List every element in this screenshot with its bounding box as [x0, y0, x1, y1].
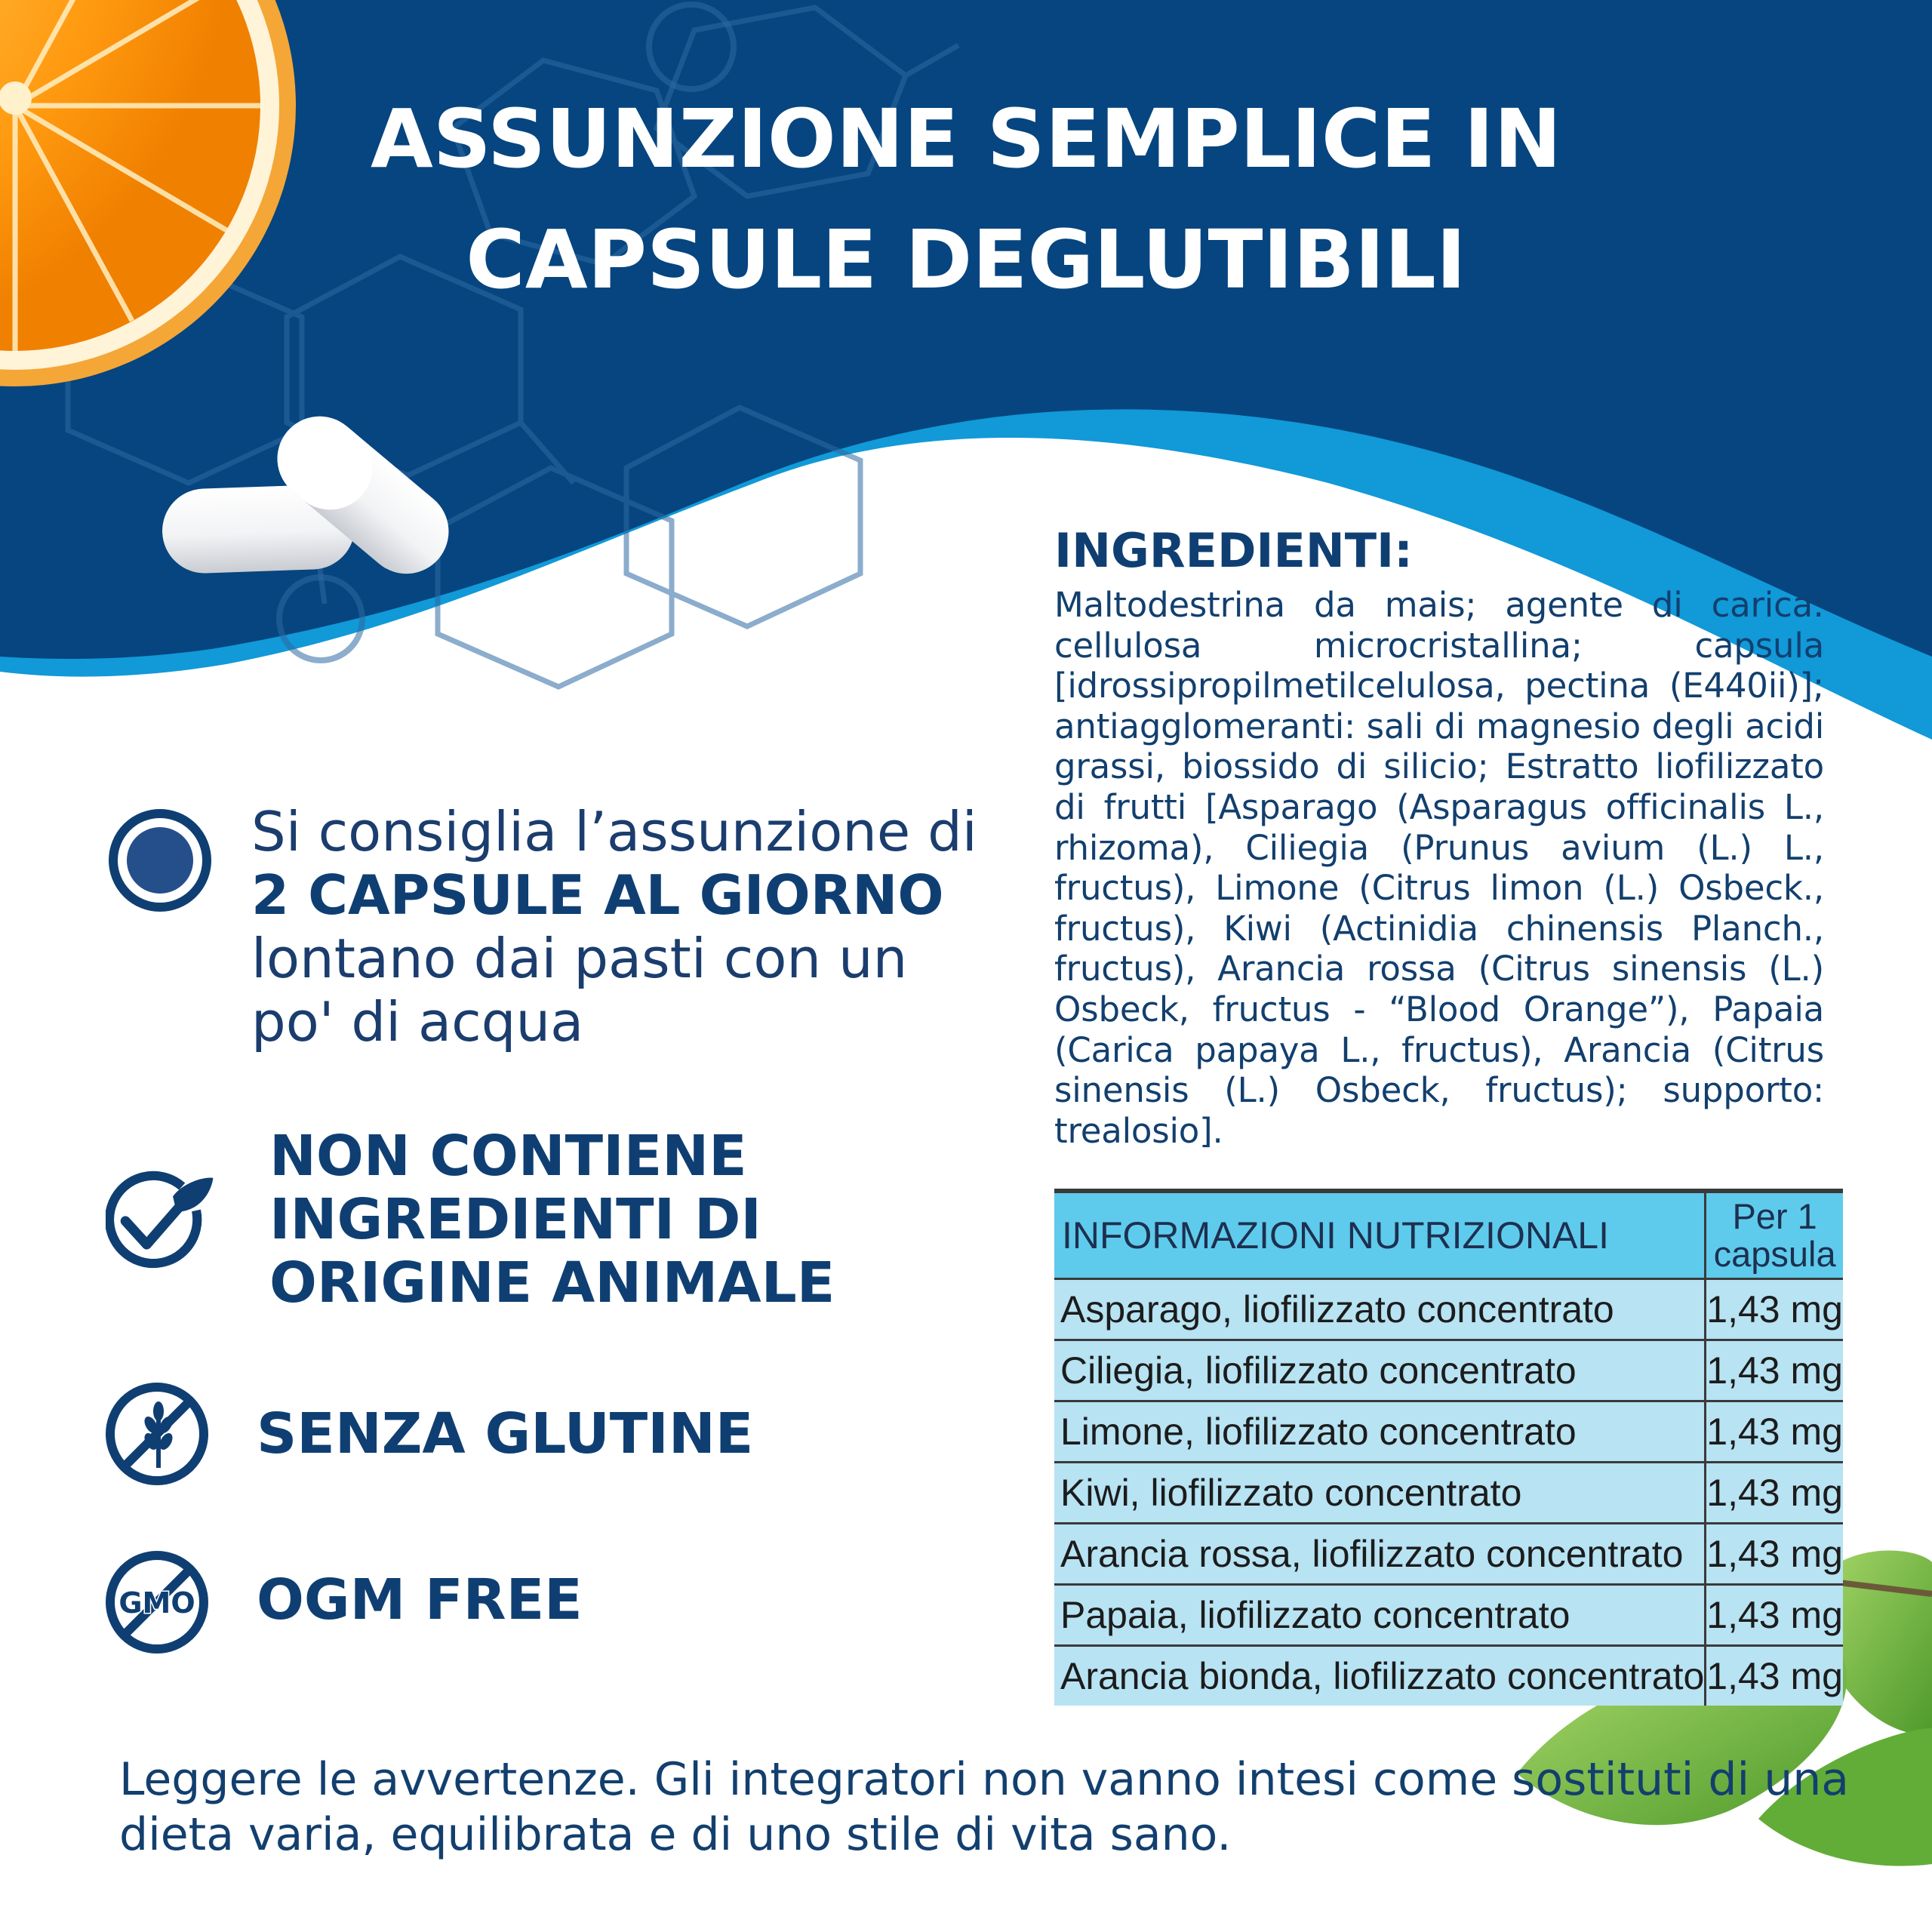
ingredients-heading: INGREDIENTI: — [1054, 523, 1413, 578]
dosage-text-bold: 2 CAPSULE AL GIORNO — [251, 863, 944, 927]
gluten-free-icon — [104, 1381, 217, 1494]
nutrition-header-value: Per 1 capsula — [1706, 1191, 1843, 1279]
circle-dot-icon — [107, 808, 220, 921]
table-row — [1054, 1463, 1843, 1524]
nutrition-table — [1054, 1189, 1843, 1706]
nutrient-value: 1,43 mg — [1706, 1279, 1843, 1340]
no-animal-ingredients-label: NON CONTIENE INGREDIENTI DI ORIGINE ANIMALE — [269, 1124, 835, 1315]
page-title-line-1: ASSUNZIONE SEMPLICE IN — [370, 93, 1562, 186]
nutrient-name: Arancia rossa, liofilizzato concentrato — [1054, 1524, 1706, 1585]
nutrition-header-row — [1054, 1191, 1843, 1279]
table-row — [1054, 1585, 1843, 1646]
nutrient-name: Asparago, liofilizzato concentrato — [1054, 1279, 1706, 1340]
dosage-text-pre: Si consiglia l’assunzione di — [251, 800, 977, 863]
table-row — [1054, 1524, 1843, 1585]
nutrient-value: 1,43 mg — [1706, 1585, 1843, 1646]
table-row — [1054, 1646, 1843, 1706]
nutrient-name: Ciliegia, liofilizzato concentrato — [1054, 1340, 1706, 1401]
page-title-line-2: CAPSULE DEGLUTIBILI — [466, 214, 1466, 307]
nutrient-value: 1,43 mg — [1706, 1646, 1843, 1706]
nutrient-value: 1,43 mg — [1706, 1340, 1843, 1401]
gmo-icon-text: GMO — [118, 1586, 195, 1620]
nutrient-value: 1,43 mg — [1706, 1401, 1843, 1463]
nutrient-name: Kiwi, liofilizzato concentrato — [1054, 1463, 1706, 1524]
table-row — [1054, 1279, 1843, 1340]
vegan-check-icon — [106, 1164, 219, 1278]
ogm-free-label: OGM FREE — [257, 1567, 583, 1632]
table-row — [1054, 1340, 1843, 1401]
ingredients-text: Maltodestrina da mais; agente di carica: cellulosa microcristallina; capsula [idrossipropilmetilcelulosa, pectina (E440ii)]; antiagglomeranti: sali di magnesio degli acidi grassi, biossido di silicio; Estratto liofilizzato di frutti [Asparago (Asparagus officinalis L., rhizoma), Ciliegia (Prunus avium (L.) L., fructus), Limone (Citrus limon (L.) Osbeck., fructus), Kiwi (Actinidia chinensis Planch., fructus), Arancia rossa (Citrus sinensis (L.) Osbeck, fructus - “Blood Orange”), Papaia (Carica papaya L., fructus), Arancia (Citrus sinensis (L.) Osbeck, fructus); supporto: trealosio]. — [1054, 585, 1824, 1151]
dosage-instructions — [251, 800, 991, 1054]
gluten-free-label: SENZA GLUTINE — [257, 1401, 754, 1466]
nutrient-value: 1,43 mg — [1706, 1524, 1843, 1585]
nutrition-header-name: INFORMAZIONI NUTRIZIONALI — [1054, 1191, 1706, 1279]
footer-disclaimer: Leggere le avvertenze. Gli integratori non vanno intesi come sostituti di una dieta varia, equilibrata e di uno stile di vita sano. — [119, 1753, 1850, 1861]
nutrient-name: Limone, liofilizzato concentrato — [1054, 1401, 1706, 1463]
nutrient-name: Papaia, liofilizzato concentrato — [1054, 1585, 1706, 1646]
gmo-free-icon — [104, 1549, 217, 1663]
nutrient-name: Arancia bionda, liofilizzato concentrato — [1054, 1646, 1706, 1706]
nutrient-value: 1,43 mg — [1706, 1463, 1843, 1524]
dosage-text-post: lontano dai pasti con un po' di acqua — [251, 927, 908, 1054]
table-row — [1054, 1401, 1843, 1463]
